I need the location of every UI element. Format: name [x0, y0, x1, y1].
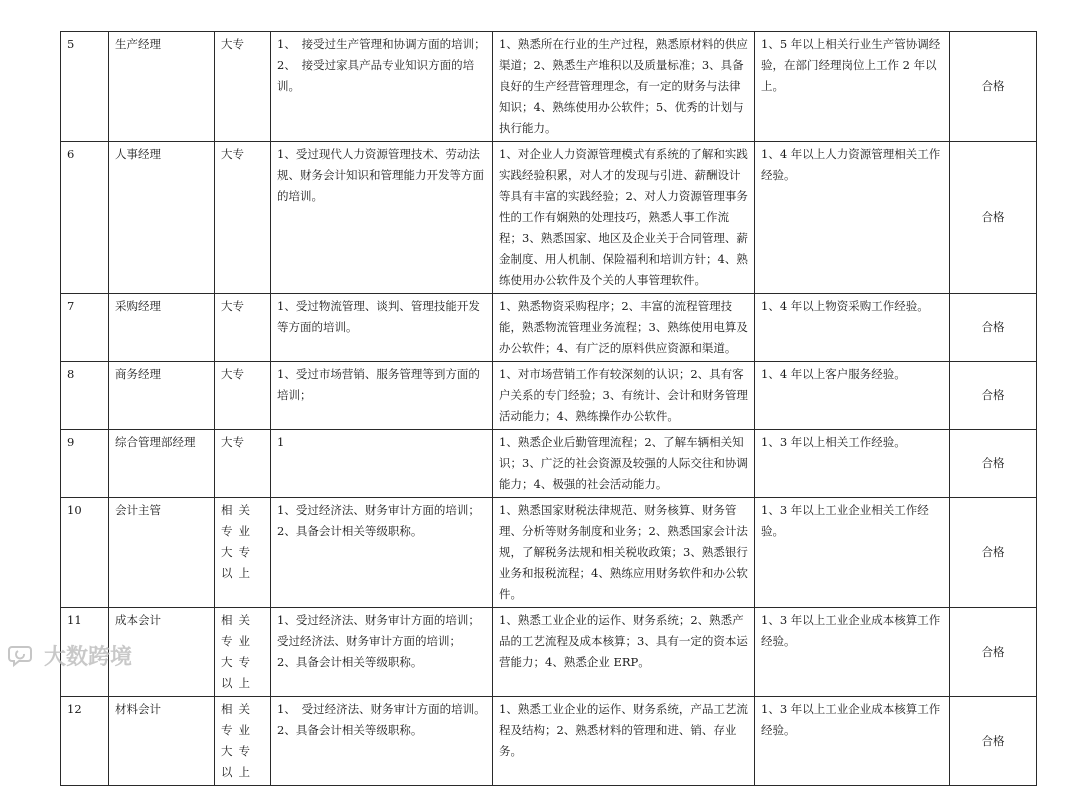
result-cell: 合格: [950, 608, 1037, 697]
job-title-cell: 材料会计: [109, 697, 215, 786]
experience-cell: 1、3 年以上相关工作经验。: [755, 430, 950, 498]
row-number-cell: 6: [61, 142, 109, 294]
result-cell: 合格: [950, 498, 1037, 608]
row-number-cell: 9: [61, 430, 109, 498]
job-title-cell: 成本会计: [109, 608, 215, 697]
job-title-cell: 综合管理部经理: [109, 430, 215, 498]
job-title-cell: 会计主管: [109, 498, 215, 608]
experience-cell: 1、5 年以上相关行业生产管协调经验，在部门经理岗位上工作 2 年以上。: [755, 32, 950, 142]
experience-cell: 1、3 年以上工业企业成本核算工作经验。: [755, 697, 950, 786]
table-row: [61, 142, 1037, 294]
skills-cell: 1、熟悉工业企业的运作、财务系统；2、熟悉产品的工艺流程及成本核算；3、具有一定的资本运营能力；4、熟悉企业 ERP。: [493, 608, 755, 697]
education-cell: 相关专业大专以上: [215, 697, 271, 786]
skills-cell: 1、对市场营销工作有较深刻的认识；2、具有客户关系的专门经验；3、有统计、会计和财务管理活动能力；4、熟练操作办公软件。: [493, 362, 755, 430]
table-row: [61, 608, 1037, 697]
job-title-cell: 人事经理: [109, 142, 215, 294]
watermark-text: 大数跨境: [44, 645, 133, 670]
training-cell: 1、受过经济法、财务审计方面的培训； 受过经济法、财务审计方面的培训； 2、具备会计相关等级职称。: [271, 608, 493, 697]
row-number-cell: 11: [61, 608, 109, 697]
education-cell: 大专: [215, 294, 271, 362]
education-cell: 大专: [215, 142, 271, 294]
table-row: [61, 430, 1037, 498]
education-cell: 相关专业大专以上: [215, 608, 271, 697]
skills-cell: 1、熟悉国家财税法律规范、财务核算、财务管理、分析等财务制度和业务；2、熟悉国家会计法规，了解税务法规和相关税收政策；3、熟悉银行业务和报税流程；4、熟练应用财务软件和办公软件。: [493, 498, 755, 608]
result-cell: 合格: [950, 142, 1037, 294]
experience-cell: 1、4 年以上物资采购工作经验。: [755, 294, 950, 362]
job-title-cell: 生产经理: [109, 32, 215, 142]
education-cell: 大专: [215, 430, 271, 498]
training-cell: 1、受过现代人力资源管理技术、劳动法规、财务会计知识和管理能力开发等方面的培训。: [271, 142, 493, 294]
job-requirements-table: [60, 31, 1037, 786]
row-number-cell: 7: [61, 294, 109, 362]
skills-cell: 1、熟悉企业后勤管理流程；2、了解车辆相关知识；3、广泛的社会资源及较强的人际交往和协调能力；4、极强的社会活动能力。: [493, 430, 755, 498]
row-number-cell: 12: [61, 697, 109, 786]
row-number-cell: 8: [61, 362, 109, 430]
training-cell: 1、 接受过生产管理和协调方面的培训； 2、 接受过家具产品专业知识方面的培训。: [271, 32, 493, 142]
table-row: [61, 294, 1037, 362]
result-cell: 合格: [950, 697, 1037, 786]
skills-cell: 1、熟悉工业企业的运作、财务系统，产品工艺流程及结构；2、熟悉材料的管理和进、销、存业务。: [493, 697, 755, 786]
result-cell: 合格: [950, 430, 1037, 498]
education-cell: 大专: [215, 362, 271, 430]
experience-cell: 1、3 年以上工业企业相关工作经验。: [755, 498, 950, 608]
training-cell: 1、受过经济法、财务审计方面的培训； 2、具备会计相关等级职称。: [271, 498, 493, 608]
result-cell: 合格: [950, 362, 1037, 430]
job-title-cell: 采购经理: [109, 294, 215, 362]
table-row: [61, 498, 1037, 608]
row-number-cell: 5: [61, 32, 109, 142]
training-cell: 1、受过市场营销、服务管理等到方面的培训；: [271, 362, 493, 430]
table-row: [61, 362, 1037, 430]
result-cell: 合格: [950, 294, 1037, 362]
experience-cell: 1、4 年以上人力资源管理相关工作经验。: [755, 142, 950, 294]
table-row: [61, 32, 1037, 142]
skills-cell: 1、熟悉所在行业的生产过程，熟悉原材料的供应渠道；2、熟悉生产堆积以及质量标准；3、具备良好的生产经营管理理念，有一定的财务与法律知识；4、熟练使用办公软件；5、优秀的计划与执行能力。: [493, 32, 755, 142]
training-cell: 1、 受过经济法、财务审计方面的培训。 2、具备会计相关等级职称。: [271, 697, 493, 786]
education-cell: 相关专业大专以上: [215, 498, 271, 608]
education-cell: 大专: [215, 32, 271, 142]
experience-cell: 1、4 年以上客户服务经验。: [755, 362, 950, 430]
result-cell: 合格: [950, 32, 1037, 142]
training-cell: 1: [271, 430, 493, 498]
table-row: [61, 697, 1037, 786]
training-cell: 1、受过物流管理、谈判、管理技能开发等方面的培训。: [271, 294, 493, 362]
watermark: [8, 640, 132, 671]
row-number-cell: 10: [61, 498, 109, 608]
chat-bubble-logo-icon: [8, 644, 38, 668]
skills-cell: 1、对企业人力资源管理模式有系统的了解和实践实践经验积累，对人才的发现与引进、薪酬设计等具有丰富的实践经验；2、对人力资源管理事务性的工作有娴熟的处理技巧，熟悉人事工作流程；3、熟悉国家、地区及企业关于合同管理、薪金制度、用人机制、保险福利和培训方针；4、熟练使用办公软件及个关的人事管理软件。: [493, 142, 755, 294]
skills-cell: 1、熟悉物资采购程序；2、丰富的流程管理技能，熟悉物流管理业务流程；3、熟练使用电算及办公软件；4、有广泛的原料供应资源和渠道。: [493, 294, 755, 362]
job-title-cell: 商务经理: [109, 362, 215, 430]
experience-cell: 1、3 年以上工业企业成本核算工作经验。: [755, 608, 950, 697]
